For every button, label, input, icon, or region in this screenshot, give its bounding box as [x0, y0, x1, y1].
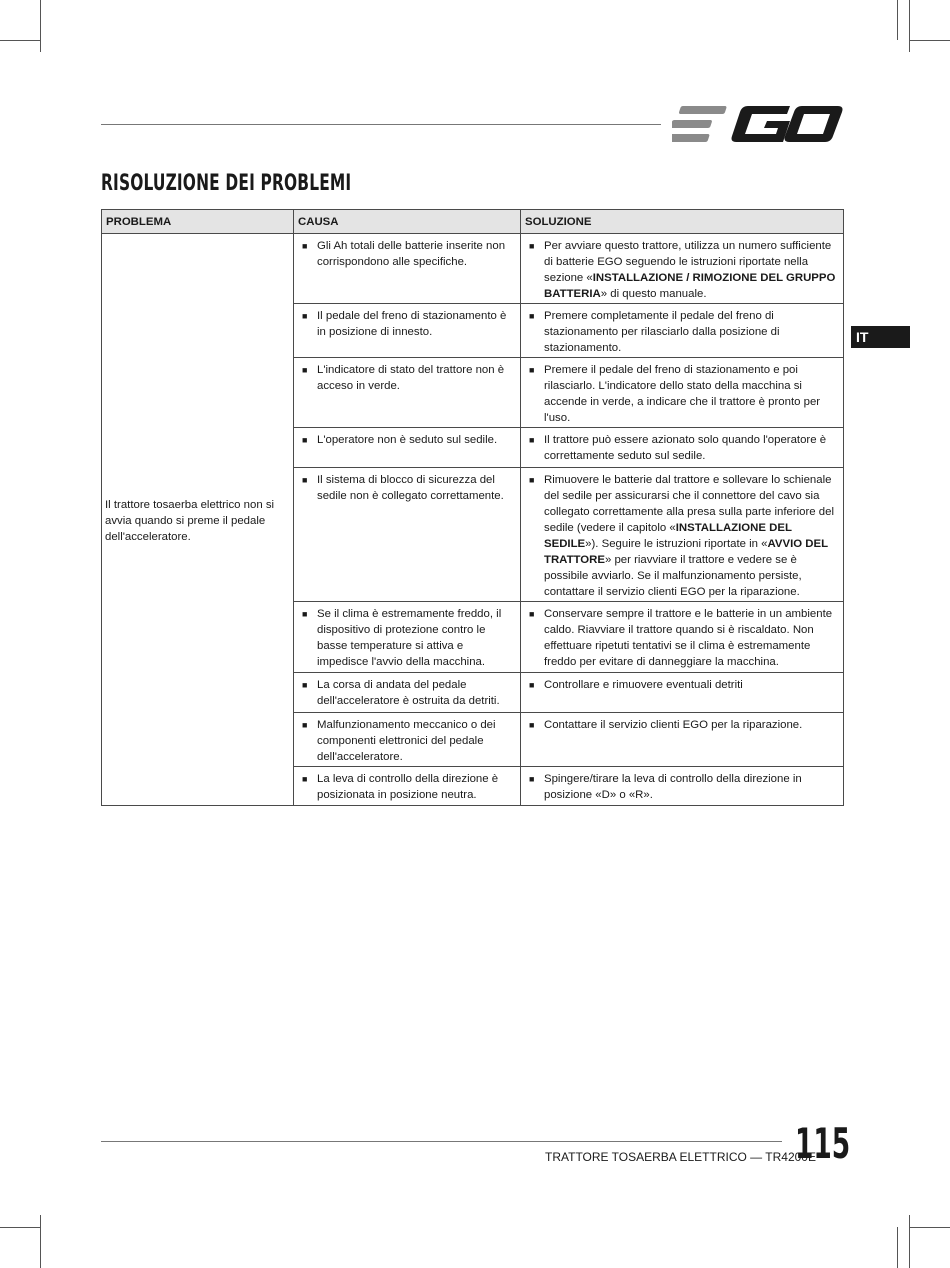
crop-mark [897, 0, 898, 40]
crop-mark [0, 1227, 40, 1228]
solution-cell: ■ Il trattore può essere azionato solo quando l'operatore è correttamente seduto sul sedile. [521, 428, 844, 468]
bullet-square-icon: ■ [529, 435, 535, 445]
cause-cell: ■ La leva di controllo della direzione è posizionata in posizione neutra. [294, 767, 521, 806]
cause-cell: ■ Il sistema di blocco di sicurezza del sedile non è collegato correttamente. [294, 468, 521, 602]
solution-cell: ■ Conservare sempre il trattore e le batterie in un ambiente caldo. Riavviare il trattore quando si è riscaldato. Non effettuare ripetuti tentativi se il clima è estremamente freddo per evitare di danneggiare la macchina. [521, 602, 844, 673]
header-problem: PROBLEMA [102, 210, 294, 234]
page-title: RISOLUZIONE DEI PROBLEMI [101, 171, 352, 196]
solution-cell: ■ Contattare il servizio clienti EGO per la riparazione. [521, 713, 844, 767]
solution-cell: ■ Per avviare questo trattore, utilizza un numero sufficiente di batterie EGO seguendo le istruzioni riportate nella sezione «INSTALLAZIONE / RIMOZIONE DEL GRUPPO BATTERIA» di questo manuale. [521, 234, 844, 304]
header-solution: SOLUZIONE [521, 210, 844, 234]
cause-cell: ■ Se il clima è estremamente freddo, il dispositivo di protezione contro le basse temperature si attiva e impedisce l'avvio della macchina. [294, 602, 521, 673]
crop-mark [40, 0, 41, 52]
problem-cell: Il trattore tosaerba elettrico non si avvia quando si preme il pedale dell'acceleratore. [102, 234, 294, 806]
bullet-square-icon: ■ [529, 311, 535, 321]
cause-cell: ■ L'operatore non è seduto sul sedile. [294, 428, 521, 468]
crop-mark [909, 1215, 910, 1268]
cause-cell: ■ La corsa di andata del pedale dell'acceleratore è ostruita da detriti. [294, 673, 521, 713]
bullet-square-icon: ■ [302, 680, 308, 690]
solution-cell: ■ Premere il pedale del freno di stazionamento e poi rilasciarlo. L'indicatore dello stato della macchina si accende in verde, a indicare che il trattore è pronto per l'uso. [521, 358, 844, 428]
crop-mark [897, 1227, 898, 1268]
crop-mark [40, 1215, 41, 1268]
bullet-square-icon: ■ [529, 609, 535, 619]
solution-cell: ■ Premere completamente il pedale del freno di stazionamento per rilasciarlo dalla posizione di stazionamento. [521, 304, 844, 358]
bullet-square-icon: ■ [302, 475, 308, 485]
crop-mark [0, 40, 40, 41]
table-row [102, 234, 844, 304]
language-tab: IT [851, 326, 910, 348]
bullet-square-icon: ■ [529, 720, 535, 730]
footer-product: TRATTORE TOSAERBA ELETTRICO — TR4200E [545, 1150, 816, 1164]
bullet-square-icon: ■ [302, 365, 308, 375]
bullet-square-icon: ■ [529, 475, 535, 485]
cause-cell: ■ L'indicatore di stato del trattore non è acceso in verde. [294, 358, 521, 428]
bullet-square-icon: ■ [302, 609, 308, 619]
table-header-row [102, 210, 844, 234]
troubleshooting-table [101, 209, 844, 806]
bullet-square-icon: ■ [529, 365, 535, 375]
crop-mark [909, 0, 910, 52]
bullet-square-icon: ■ [529, 241, 535, 251]
solution-cell: ■ Rimuovere le batterie dal trattore e sollevare lo schienale del sedile per assicurarsi che il connettore del cavo sia collegato correttamente alla presa sulla parte inferiore del sedile (vedere il capitolo «INSTALLAZIONE DEL SEDILE»). Seguire le istruzioni riportate in «AVVIO DEL TRATTORE» per riavviare il trattore e vedere se è possibile avviarlo. Se il malfunzionamento persiste, contattare il servizio clienti EGO per la riparazione. [521, 468, 844, 602]
solution-cell: ■ Controllare e rimuovere eventuali detriti [521, 673, 844, 713]
ego-logo [672, 103, 844, 145]
header-cause: CAUSA [294, 210, 521, 234]
page-number: 115 [795, 1119, 851, 1168]
crop-mark [910, 1227, 950, 1228]
bullet-square-icon: ■ [302, 774, 308, 784]
crop-mark [910, 40, 950, 41]
bullet-square-icon: ■ [302, 311, 308, 321]
header-rule [101, 124, 661, 125]
cause-cell: ■ Il pedale del freno di stazionamento è in posizione di innesto. [294, 304, 521, 358]
bullet-square-icon: ■ [302, 720, 308, 730]
bullet-square-icon: ■ [302, 435, 308, 445]
solution-cell: ■ Spingere/tirare la leva di controllo della direzione in posizione «D» o «R». [521, 767, 844, 806]
cause-cell: ■ Gli Ah totali delle batterie inserite non corrispondono alle specifiche. [294, 234, 521, 304]
bullet-square-icon: ■ [529, 680, 535, 690]
bullet-square-icon: ■ [529, 774, 535, 784]
bullet-square-icon: ■ [302, 241, 308, 251]
footer-rule [101, 1141, 782, 1142]
cause-cell: ■ Malfunzionamento meccanico o dei componenti elettronici del pedale dell'acceleratore. [294, 713, 521, 767]
